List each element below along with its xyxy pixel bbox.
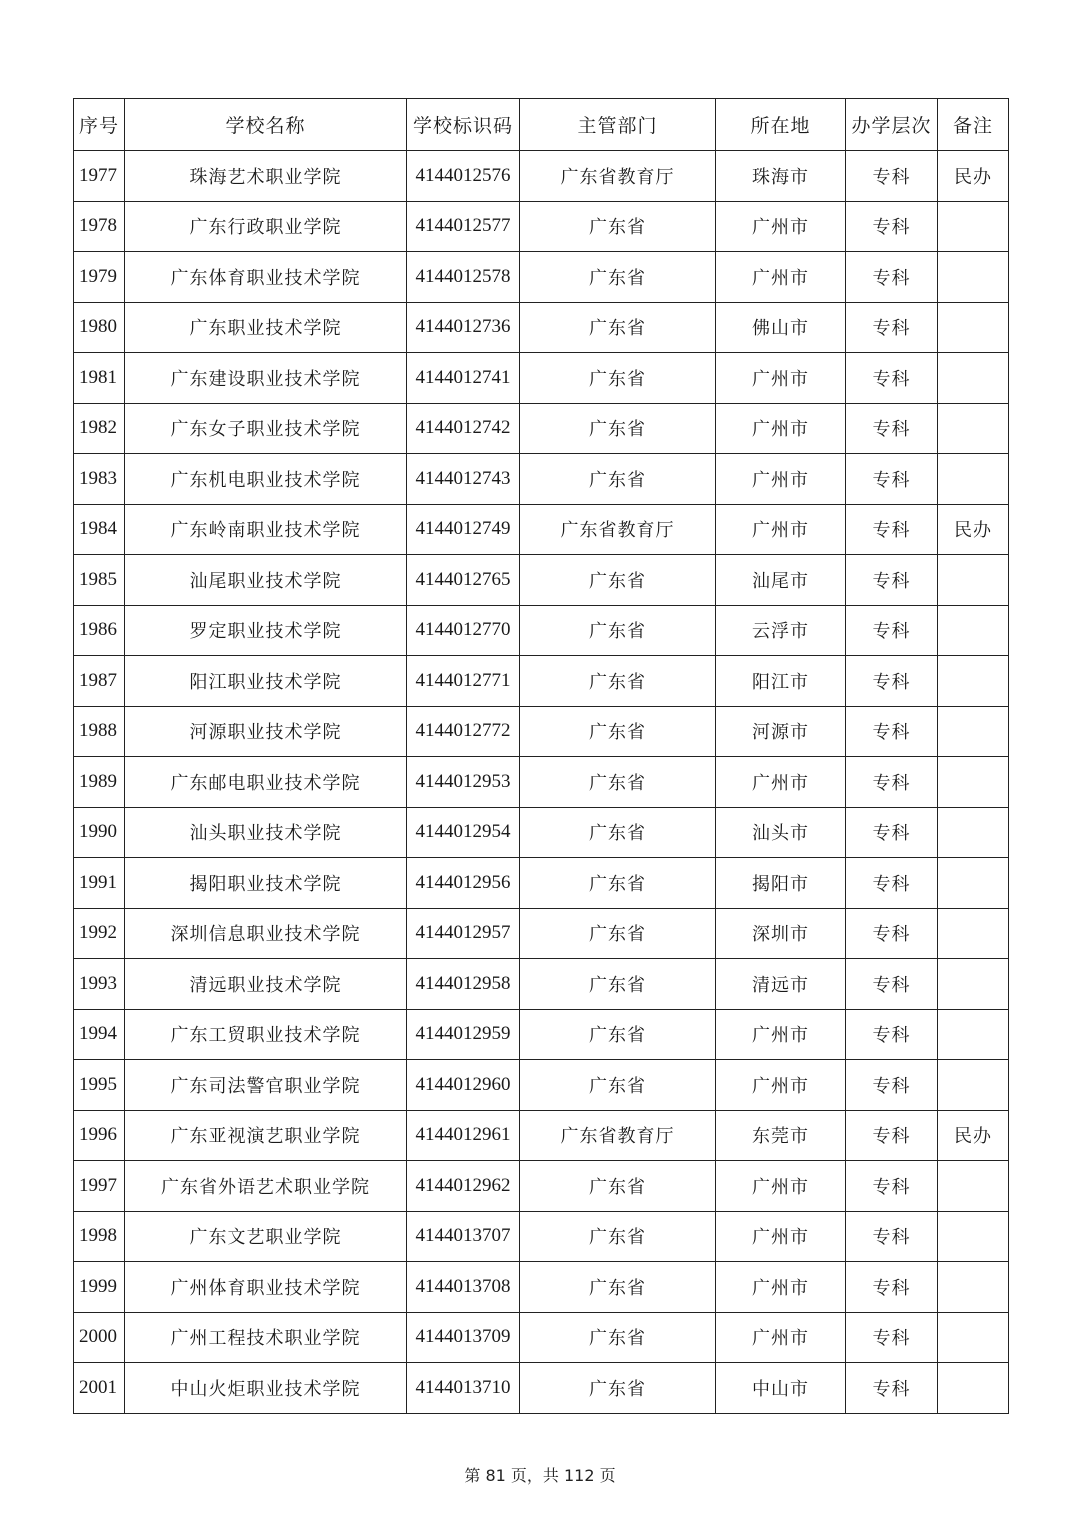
cell-remark	[938, 1363, 1009, 1414]
cell-school-name: 广东建设职业技术学院	[125, 353, 407, 404]
cell-department: 广东省	[520, 1363, 716, 1414]
cell-school-code: 4144013707	[407, 1211, 520, 1262]
cell-remark	[938, 656, 1009, 707]
cell-school-code: 4144013708	[407, 1262, 520, 1313]
cell-school-code: 4144012578	[407, 252, 520, 303]
cell-index: 1983	[74, 454, 125, 505]
table-row	[74, 656, 1009, 707]
cell-department: 广东省	[520, 1009, 716, 1060]
cell-index: 1999	[74, 1262, 125, 1313]
cell-department: 广东省	[520, 858, 716, 909]
cell-location: 广州市	[716, 1312, 846, 1363]
cell-department: 广东省教育厅	[520, 1110, 716, 1161]
cell-school-code: 4144012577	[407, 201, 520, 252]
cell-index: 2000	[74, 1312, 125, 1363]
cell-department: 广东省教育厅	[520, 151, 716, 202]
cell-location: 广州市	[716, 757, 846, 808]
cell-index: 1979	[74, 252, 125, 303]
table-row	[74, 1211, 1009, 1262]
cell-department: 广东省	[520, 605, 716, 656]
table-row	[74, 908, 1009, 959]
cell-school-name: 广东职业技术学院	[125, 302, 407, 353]
cell-level: 专科	[846, 504, 938, 555]
cell-school-name: 汕尾职业技术学院	[125, 555, 407, 606]
header-location: 所在地	[716, 99, 846, 151]
cell-remark	[938, 1009, 1009, 1060]
header-school-name: 学校名称	[125, 99, 407, 151]
table-row	[74, 454, 1009, 505]
cell-department: 广东省	[520, 656, 716, 707]
cell-school-code: 4144012954	[407, 807, 520, 858]
cell-department: 广东省	[520, 201, 716, 252]
cell-location: 阳江市	[716, 656, 846, 707]
cell-level: 专科	[846, 858, 938, 909]
cell-school-name: 广东体育职业技术学院	[125, 252, 407, 303]
cell-location: 广州市	[716, 1262, 846, 1313]
table-row	[74, 858, 1009, 909]
cell-department: 广东省	[520, 757, 716, 808]
cell-level: 专科	[846, 1211, 938, 1262]
cell-location: 广州市	[716, 1009, 846, 1060]
cell-school-code: 4144012958	[407, 959, 520, 1010]
cell-index: 1993	[74, 959, 125, 1010]
cell-location: 汕尾市	[716, 555, 846, 606]
cell-remark	[938, 706, 1009, 757]
cell-location: 广州市	[716, 403, 846, 454]
cell-location: 汕头市	[716, 807, 846, 858]
cell-school-name: 广州工程技术职业学院	[125, 1312, 407, 1363]
cell-remark	[938, 959, 1009, 1010]
school-list-sheet	[73, 98, 1008, 1414]
cell-level: 专科	[846, 302, 938, 353]
cell-index: 1991	[74, 858, 125, 909]
table-row	[74, 1312, 1009, 1363]
cell-school-name: 广东女子职业技术学院	[125, 403, 407, 454]
cell-school-code: 4144012742	[407, 403, 520, 454]
cell-school-name: 中山火炬职业技术学院	[125, 1363, 407, 1414]
table-row	[74, 807, 1009, 858]
cell-school-code: 4144012961	[407, 1110, 520, 1161]
cell-level: 专科	[846, 151, 938, 202]
cell-department: 广东省	[520, 454, 716, 505]
cell-school-code: 4144013710	[407, 1363, 520, 1414]
cell-remark	[938, 605, 1009, 656]
cell-remark	[938, 403, 1009, 454]
table-row	[74, 504, 1009, 555]
cell-index: 1988	[74, 706, 125, 757]
cell-level: 专科	[846, 807, 938, 858]
cell-school-name: 广东岭南职业技术学院	[125, 504, 407, 555]
table-body	[74, 151, 1009, 1414]
cell-location: 深圳市	[716, 908, 846, 959]
cell-school-name: 广东司法警官职业学院	[125, 1060, 407, 1111]
cell-location: 广州市	[716, 201, 846, 252]
cell-school-name: 广东行政职业学院	[125, 201, 407, 252]
table-row	[74, 151, 1009, 202]
cell-school-code: 4144012736	[407, 302, 520, 353]
cell-location: 广州市	[716, 1161, 846, 1212]
cell-remark	[938, 302, 1009, 353]
cell-level: 专科	[846, 1009, 938, 1060]
cell-remark	[938, 1211, 1009, 1262]
cell-remark	[938, 252, 1009, 303]
cell-location: 珠海市	[716, 151, 846, 202]
cell-index: 1989	[74, 757, 125, 808]
cell-department: 广东省	[520, 403, 716, 454]
table-row	[74, 706, 1009, 757]
cell-index: 1982	[74, 403, 125, 454]
cell-remark	[938, 1060, 1009, 1111]
cell-index: 1984	[74, 504, 125, 555]
cell-department: 广东省	[520, 1312, 716, 1363]
cell-school-code: 4144012772	[407, 706, 520, 757]
header-index: 序号	[74, 99, 125, 151]
cell-school-code: 4144012953	[407, 757, 520, 808]
table-row	[74, 555, 1009, 606]
cell-location: 广州市	[716, 252, 846, 303]
cell-location: 河源市	[716, 706, 846, 757]
cell-school-code: 4144012960	[407, 1060, 520, 1111]
cell-school-code: 4144012576	[407, 151, 520, 202]
cell-index: 1980	[74, 302, 125, 353]
cell-school-name: 罗定职业技术学院	[125, 605, 407, 656]
cell-school-code: 4144013709	[407, 1312, 520, 1363]
cell-location: 广州市	[716, 454, 846, 505]
cell-level: 专科	[846, 757, 938, 808]
cell-department: 广东省	[520, 908, 716, 959]
table-row	[74, 302, 1009, 353]
cell-level: 专科	[846, 201, 938, 252]
cell-department: 广东省	[520, 302, 716, 353]
cell-location: 广州市	[716, 1211, 846, 1262]
table-row	[74, 757, 1009, 808]
cell-remark	[938, 1312, 1009, 1363]
cell-remark	[938, 1161, 1009, 1212]
cell-remark: 民办	[938, 1110, 1009, 1161]
cell-location: 云浮市	[716, 605, 846, 656]
cell-department: 广东省	[520, 1262, 716, 1313]
table-row	[74, 605, 1009, 656]
cell-index: 1986	[74, 605, 125, 656]
cell-school-name: 广东文艺职业学院	[125, 1211, 407, 1262]
cell-index: 1992	[74, 908, 125, 959]
cell-school-name: 河源职业技术学院	[125, 706, 407, 757]
table-row	[74, 1161, 1009, 1212]
table-row	[74, 353, 1009, 404]
cell-school-code: 4144012770	[407, 605, 520, 656]
header-department: 主管部门	[520, 99, 716, 151]
cell-index: 2001	[74, 1363, 125, 1414]
cell-remark	[938, 353, 1009, 404]
cell-department: 广东省	[520, 252, 716, 303]
cell-department: 广东省	[520, 1161, 716, 1212]
cell-remark	[938, 201, 1009, 252]
cell-school-name: 汕头职业技术学院	[125, 807, 407, 858]
cell-department: 广东省	[520, 1060, 716, 1111]
cell-location: 广州市	[716, 1060, 846, 1111]
cell-school-code: 4144012771	[407, 656, 520, 707]
cell-index: 1997	[74, 1161, 125, 1212]
cell-level: 专科	[846, 1363, 938, 1414]
cell-department: 广东省教育厅	[520, 504, 716, 555]
cell-school-name: 珠海艺术职业学院	[125, 151, 407, 202]
cell-school-name: 阳江职业技术学院	[125, 656, 407, 707]
cell-index: 1994	[74, 1009, 125, 1060]
header-row	[74, 99, 1009, 151]
cell-school-code: 4144012962	[407, 1161, 520, 1212]
cell-department: 广东省	[520, 555, 716, 606]
cell-school-name: 广东机电职业技术学院	[125, 454, 407, 505]
cell-index: 1985	[74, 555, 125, 606]
cell-school-code: 4144012749	[407, 504, 520, 555]
cell-remark	[938, 757, 1009, 808]
cell-level: 专科	[846, 1312, 938, 1363]
cell-school-code: 4144012959	[407, 1009, 520, 1060]
table-row	[74, 403, 1009, 454]
cell-school-name: 广东亚视演艺职业学院	[125, 1110, 407, 1161]
cell-index: 1981	[74, 353, 125, 404]
cell-school-name: 清远职业技术学院	[125, 959, 407, 1010]
cell-location: 佛山市	[716, 302, 846, 353]
table-row	[74, 959, 1009, 1010]
cell-department: 广东省	[520, 959, 716, 1010]
cell-level: 专科	[846, 706, 938, 757]
table-row	[74, 1110, 1009, 1161]
cell-department: 广东省	[520, 807, 716, 858]
cell-level: 专科	[846, 1060, 938, 1111]
table-row	[74, 1262, 1009, 1313]
cell-department: 广东省	[520, 706, 716, 757]
cell-remark	[938, 1262, 1009, 1313]
cell-index: 1998	[74, 1211, 125, 1262]
header-remark: 备注	[938, 99, 1009, 151]
cell-school-code: 4144012743	[407, 454, 520, 505]
cell-location: 清远市	[716, 959, 846, 1010]
cell-index: 1977	[74, 151, 125, 202]
cell-location: 广州市	[716, 504, 846, 555]
cell-index: 1987	[74, 656, 125, 707]
cell-remark: 民办	[938, 151, 1009, 202]
page-number-label: 第 81 页，共 112 页	[464, 1466, 616, 1485]
cell-level: 专科	[846, 252, 938, 303]
cell-remark: 民办	[938, 504, 1009, 555]
cell-level: 专科	[846, 1110, 938, 1161]
cell-level: 专科	[846, 605, 938, 656]
table-row	[74, 201, 1009, 252]
cell-level: 专科	[846, 353, 938, 404]
table-row	[74, 252, 1009, 303]
cell-department: 广东省	[520, 1211, 716, 1262]
table-row	[74, 1060, 1009, 1111]
cell-level: 专科	[846, 908, 938, 959]
table-row	[74, 1363, 1009, 1414]
cell-school-code: 4144012956	[407, 858, 520, 909]
cell-remark	[938, 454, 1009, 505]
cell-index: 1995	[74, 1060, 125, 1111]
cell-level: 专科	[846, 1262, 938, 1313]
cell-location: 揭阳市	[716, 858, 846, 909]
cell-index: 1978	[74, 201, 125, 252]
school-table	[73, 98, 1009, 1414]
cell-level: 专科	[846, 1161, 938, 1212]
page-footer	[0, 1463, 1080, 1486]
cell-remark	[938, 908, 1009, 959]
cell-level: 专科	[846, 959, 938, 1010]
cell-school-name: 广东省外语艺术职业学院	[125, 1161, 407, 1212]
cell-location: 广州市	[716, 353, 846, 404]
cell-school-code: 4144012957	[407, 908, 520, 959]
header-level: 办学层次	[846, 99, 938, 151]
cell-level: 专科	[846, 403, 938, 454]
cell-index: 1990	[74, 807, 125, 858]
cell-department: 广东省	[520, 353, 716, 404]
cell-remark	[938, 555, 1009, 606]
cell-school-name: 广东邮电职业技术学院	[125, 757, 407, 808]
cell-remark	[938, 807, 1009, 858]
cell-school-code: 4144012741	[407, 353, 520, 404]
table-row	[74, 1009, 1009, 1060]
cell-level: 专科	[846, 454, 938, 505]
cell-school-name: 广东工贸职业技术学院	[125, 1009, 407, 1060]
cell-level: 专科	[846, 656, 938, 707]
header-school-code: 学校标识码	[407, 99, 520, 151]
cell-index: 1996	[74, 1110, 125, 1161]
cell-level: 专科	[846, 555, 938, 606]
cell-school-name: 深圳信息职业技术学院	[125, 908, 407, 959]
cell-school-name: 揭阳职业技术学院	[125, 858, 407, 909]
cell-location: 东莞市	[716, 1110, 846, 1161]
cell-location: 中山市	[716, 1363, 846, 1414]
cell-school-code: 4144012765	[407, 555, 520, 606]
cell-school-name: 广州体育职业技术学院	[125, 1262, 407, 1313]
cell-remark	[938, 858, 1009, 909]
